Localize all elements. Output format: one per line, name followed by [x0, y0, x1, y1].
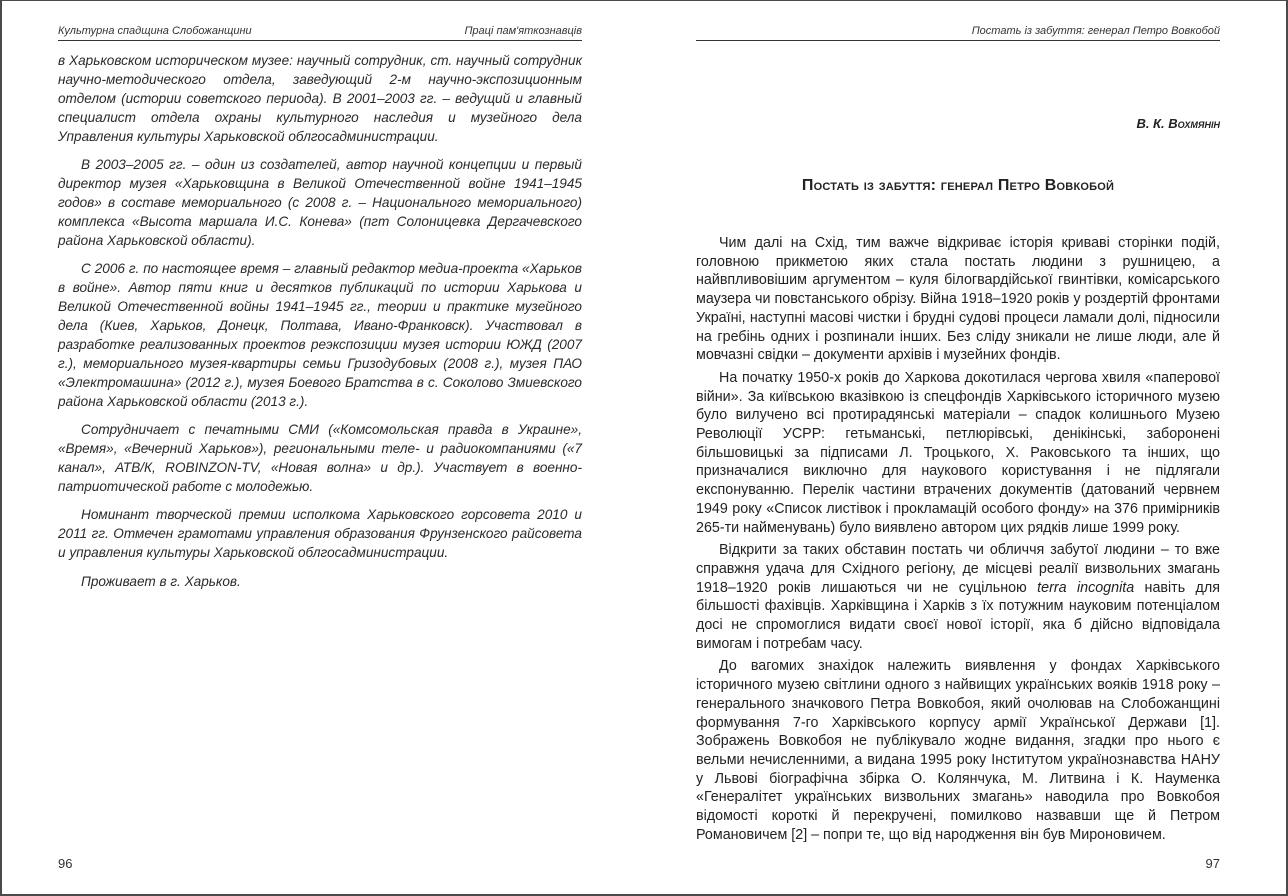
- article-title: Постать із забуття: генерал Петро Вовкобой: [801, 177, 1115, 194]
- paragraph: Сотрудничает с печатными СМИ («Комсомольская правда в Украине», «Время», «Вечерний Харьков»), региональными теле- и радиокомпаниями («7 канал», АТВ/К, ROBINZON-TV, «Новая волна» и др.). Участвует в военно-патриотической работе с молодежью.: [58, 422, 582, 494]
- paragraph: Проживает в г. Харьков.: [81, 573, 241, 589]
- running-head-left: [58, 24, 582, 41]
- right-body-text: [696, 234, 1220, 849]
- latin-phrase: terra incognita: [1037, 579, 1135, 596]
- journal-title: Культурна спадщина Слобожанщини: [58, 25, 252, 37]
- article-author: В. К. Вохмянін: [1136, 116, 1220, 131]
- left-body-text: [58, 52, 582, 601]
- paragraph: На початку 1950-х років до Харкова докотилася чергова хвиля «паперової війни». За київською вказівкою із спецфондів Харківського історичного музею було вилучено всі протирадянські матеріали – спадок колишнього Музею Революції УСРР: гетьманські, петлюрівські, денікінські, заборонені більшовицькі за підписами Л. Троцького, Х. Раковського та інших, що призначалися виключно для наукового користування і не підлягали експонуванню. Перелік частини втрачених документів (датований червнем 1949 року «Список листівок і прокламацій особого фонду» на 376 примірників 265-ти найменувань) було виявлено автором цих рядків лише 1999 року.: [696, 369, 1220, 536]
- article-running-title: Постать із забуття: генерал Петро Вовкобой: [971, 25, 1220, 37]
- page-number: 96: [58, 856, 73, 871]
- left-page: [58, 0, 582, 896]
- paragraph: До вагомих знахідок належить виявлення у фондах Харківського історичного музею світлини одного з найвищих українських вояків 1918 року – генерального значкового Петра Вовкобоя, який очолював на Слобожанщині формування 7-го Харківського корпусу армії Української Держави [1]. Зображень Вовкобоя не публікувало жодне видання, згадки про нього є вельми нечисленними, а видана 1995 року Інститутом українознавства НАНУ у Львові біографічна збірка О. Колянчука, М. Литвина і К. Науменка «Генералітет українських визвольних змагань» наводила про Вовкобоя відомості короткі й перекручені, помилково назвавши ще й Петром Романовичем [2] – попри те, що від народження він був Мироновичем.: [696, 658, 1220, 843]
- paragraph: Чим далі на Схід, тим важче відкриває історія криваві сторінки подій, головною прикметою яких стала постать людини з рушницею, а найвпливовішим аргументом – куля білогвардійської гвинтівки, комісарського маузера чи повстанського обрізу. Війна 1918–1920 років у роздертій фронтами Україні, наступні масові чистки і брудні судові процеси ламали долі, підносили на гребінь одних і розпинали інших. Без сліду зникали не лише люди, але й мовчазні свідки – документи архівів і музейних фондів.: [696, 235, 1220, 364]
- right-page: [696, 0, 1220, 896]
- paragraph: В 2003–2005 гг. – один из создателей, автор научной концепции и первый директор музея «Харьковщина в Великой Отечественной войне 1941–1945 годов» в составе мемориального (с 2008 г. – Национального мемориального) комплекса «Высота маршала И.С. Конева» (пгт Солоницевка Дергачевского района Харьковской области).: [58, 157, 582, 248]
- section-title: Праці пам'яткознавців: [464, 25, 582, 37]
- page-number: 97: [1205, 856, 1220, 871]
- paragraph: С 2006 г. по настоящее время – главный редактор медиа-проекта «Харьков в войне». Автор пяти книг и десятков публикаций по истории Харькова и Великой Отечественной войны 1941–1945 гг., теории и практике музейного дела (Киев, Харьков, Донецк, Полтава, Ивано-Франковск). Участвовал в разработке реализованных проектов реэкспозиции музея истории ЮЖД (2007 г.), мемориального музея-квартиры семьи Гризодубовых (2008 г.), музея ПАО «Электромашина» (2012 г.), музея Боевого Братства в с. Соколово Змиевского района Харьковской области (2013 г.).: [58, 261, 582, 409]
- paragraph: в Харьковском историческом музее: научный сотрудник, ст. научный сотрудник научно-методического отдела, заведующий 2-м научно-экспозиционным отделом (истории советского периода). В 2001–2003 гг. – ведущий и главный специалист отдела охраны культурного наследия и музейного дела Управления культуры Харьковской облгосадминистрации.: [58, 53, 582, 144]
- paragraph: Відкрити за таких обставин постать чи обличчя забутої людини – то вже справжня удача для Східного регіону, де місцеві реалії визвольних змагань 1918–1920 років лишаються чи не суцільною terra incognita навіть для більшості фахівців. Харківщина і Харків з їх потужним науковим потенціалом досі не спромоглися видати своєї нової історії, яка б дійсно відповідала вимогам і потребам часу.: [696, 542, 1220, 652]
- paragraph: Номинант творческой премии исполкома Харьковского горсовета 2010 и 2011 гг. Отмечен грамотами управления образования Фрунзенского райсовета и управления культуры Харьковской облгосадминистрации.: [58, 507, 582, 561]
- running-head-right: [696, 24, 1220, 41]
